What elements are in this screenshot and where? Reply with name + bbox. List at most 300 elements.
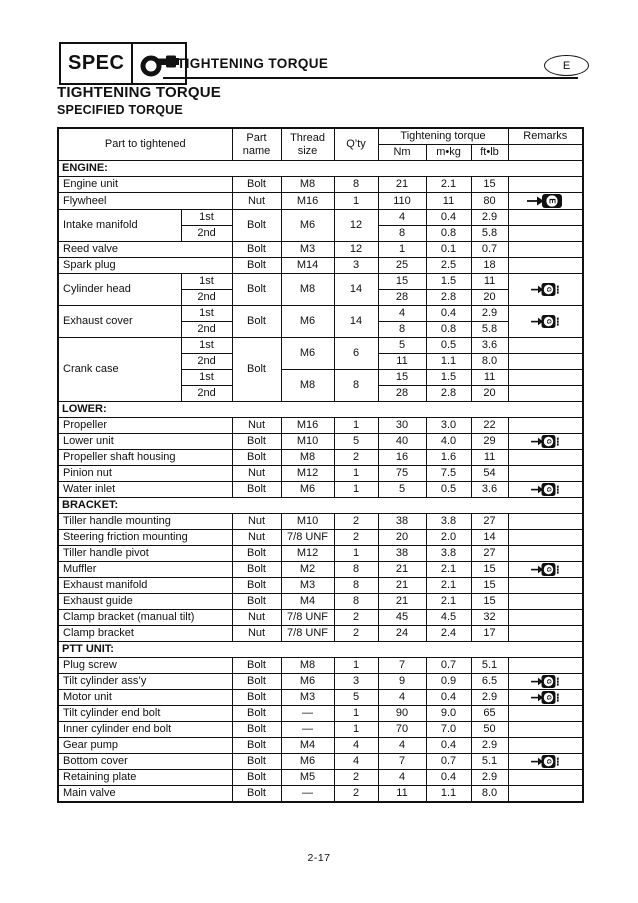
thread-size-cell: M12 xyxy=(281,466,334,482)
part-name-cell: Bolt xyxy=(232,258,281,274)
torque-value-cell: 8 xyxy=(378,322,426,338)
thread-size-cell: M16 xyxy=(281,193,334,210)
part-name-cell: Bolt xyxy=(232,786,281,803)
table-row xyxy=(58,626,583,642)
torque-value-cell: 7 xyxy=(378,658,426,674)
part-name-cell: Bolt xyxy=(232,754,281,770)
part-cell: Clamp bracket (manual tilt) xyxy=(58,610,232,626)
thread-size-cell: M16 xyxy=(281,418,334,434)
torque-value-cell: 75 xyxy=(378,466,426,482)
table-row xyxy=(58,306,583,322)
remarks-cell xyxy=(508,722,583,738)
part-cell: Exhaust manifold xyxy=(58,578,232,594)
torque-value-cell: 0.8 xyxy=(426,322,471,338)
qty-cell: 3 xyxy=(334,674,378,690)
header-row-1 xyxy=(58,128,583,145)
torque-value-cell: 2.5 xyxy=(426,258,471,274)
torque-value-cell: 2.1 xyxy=(426,562,471,578)
torque-spec-table xyxy=(57,127,584,803)
torque-value-cell: 40 xyxy=(378,434,426,450)
svg-text:G: G xyxy=(544,694,552,701)
torque-value-cell: 29 xyxy=(471,434,508,450)
thread-size-cell: 7/8 UNF xyxy=(281,626,334,642)
torque-value-cell: 2.1 xyxy=(426,594,471,610)
torque-value-cell: 8.0 xyxy=(471,786,508,803)
torque-value-cell: 7.5 xyxy=(426,466,471,482)
torque-value-cell: 15 xyxy=(378,370,426,386)
svg-text:G: G xyxy=(544,438,552,445)
qty-cell: 14 xyxy=(334,274,378,306)
col-header-nm: Nm xyxy=(378,145,426,161)
qty-cell: 2 xyxy=(334,786,378,803)
part-cell: Muffler xyxy=(58,562,232,578)
part-cell: Engine unit xyxy=(58,177,232,193)
torque-value-cell: 15 xyxy=(471,578,508,594)
language-badge: E xyxy=(544,55,589,76)
torque-value-cell: 27 xyxy=(471,546,508,562)
thread-size-cell: M6 xyxy=(281,674,334,690)
torque-value-cell: 1 xyxy=(378,242,426,258)
table-row xyxy=(58,754,583,770)
part-cell: Spark plug xyxy=(58,258,232,274)
torque-value-cell: 3.6 xyxy=(471,482,508,498)
torque-value-cell: 22 xyxy=(471,418,508,434)
col-header-thread-size: Thread size xyxy=(281,128,334,161)
qty-cell: 4 xyxy=(334,738,378,754)
stage-cell: 1st xyxy=(181,306,232,322)
torque-value-cell: 0.7 xyxy=(471,242,508,258)
torque-value-cell: 4.5 xyxy=(426,610,471,626)
remarks-cell xyxy=(508,546,583,562)
part-name-cell: Bolt xyxy=(232,482,281,498)
torque-value-cell: 3.6 xyxy=(471,338,508,354)
part-name-cell: Bolt xyxy=(232,706,281,722)
part-cell: Tilt cylinder end bolt xyxy=(58,706,232,722)
qty-cell: 2 xyxy=(334,626,378,642)
thread-size-cell: M6 xyxy=(281,338,334,370)
torque-value-cell: 11 xyxy=(378,354,426,370)
qty-cell: 8 xyxy=(334,594,378,610)
torque-value-cell: 0.4 xyxy=(426,306,471,322)
stage-cell: 1st xyxy=(181,338,232,354)
col-header-mkg: m•kg xyxy=(426,145,471,161)
part-name-cell: Bolt xyxy=(232,450,281,466)
torque-value-cell: 0.1 xyxy=(426,242,471,258)
table-row xyxy=(58,770,583,786)
part-cell: Flywheel xyxy=(58,193,232,210)
torque-value-cell: 2.8 xyxy=(426,290,471,306)
part-cell: Main valve xyxy=(58,786,232,803)
torque-value-cell: 2.0 xyxy=(426,530,471,546)
table-row xyxy=(58,177,583,193)
torque-value-cell: 21 xyxy=(378,594,426,610)
section-label: PTT UNIT: xyxy=(58,642,583,658)
table-row xyxy=(58,193,583,210)
qty-cell: 8 xyxy=(334,562,378,578)
torque-value-cell: 3.8 xyxy=(426,514,471,530)
part-cell: Pinion nut xyxy=(58,466,232,482)
stage-cell: 2nd xyxy=(181,386,232,402)
remarks-cell xyxy=(508,738,583,754)
part-name-cell: Bolt xyxy=(232,546,281,562)
table-row xyxy=(58,706,583,722)
table-row xyxy=(58,674,583,690)
torque-value-cell: 0.4 xyxy=(426,210,471,226)
sealant-tube-icon xyxy=(531,754,560,769)
thread-size-cell: M8 xyxy=(281,658,334,674)
table-row xyxy=(58,786,583,803)
thread-size-cell: M12 xyxy=(281,546,334,562)
table-row xyxy=(58,610,583,626)
thread-size-cell: M4 xyxy=(281,738,334,754)
qty-cell: 12 xyxy=(334,242,378,258)
part-cell: Gear pump xyxy=(58,738,232,754)
part-cell: Clamp bracket xyxy=(58,626,232,642)
thread-size-cell: M2 xyxy=(281,562,334,578)
part-cell: Retaining plate xyxy=(58,770,232,786)
remarks-cell xyxy=(508,674,583,690)
part-name-cell: Bolt xyxy=(232,674,281,690)
col-header-part-name: Part name xyxy=(232,128,281,161)
part-name-cell: Bolt xyxy=(232,770,281,786)
remarks-cell xyxy=(508,562,583,578)
chapter-label: SPEC xyxy=(61,44,133,83)
col-header-part: Part to tightened xyxy=(58,128,232,161)
remarks-cell xyxy=(508,514,583,530)
torque-value-cell: 11 xyxy=(471,450,508,466)
qty-cell: 8 xyxy=(334,370,378,402)
header-rule xyxy=(163,77,578,79)
torque-value-cell: 17 xyxy=(471,626,508,642)
thread-size-cell: M3 xyxy=(281,690,334,706)
section-row xyxy=(58,498,583,514)
part-cell: Lower unit xyxy=(58,434,232,450)
remarks-cell xyxy=(508,434,583,450)
part-name-cell: Bolt xyxy=(232,274,281,306)
sealant-tube-icon xyxy=(531,434,560,449)
torque-value-cell: 5 xyxy=(378,338,426,354)
torque-value-cell: 0.7 xyxy=(426,754,471,770)
page-number: 2-17 xyxy=(307,852,331,864)
qty-cell: 1 xyxy=(334,722,378,738)
torque-value-cell: 0.4 xyxy=(426,690,471,706)
thread-size-cell: M10 xyxy=(281,514,334,530)
svg-text:E: E xyxy=(547,198,557,204)
qty-cell: 2 xyxy=(334,450,378,466)
sealant-tube-icon xyxy=(531,562,560,577)
torque-value-cell: 20 xyxy=(471,290,508,306)
table-row xyxy=(58,338,583,354)
part-cell: Exhaust cover xyxy=(58,306,181,338)
section-label: ENGINE: xyxy=(58,161,583,177)
remarks-cell xyxy=(508,242,583,258)
section-row xyxy=(58,402,583,418)
part-name-cell: Nut xyxy=(232,610,281,626)
torque-value-cell: 2.9 xyxy=(471,770,508,786)
stage-cell: 1st xyxy=(181,210,232,226)
part-cell: Steering friction mounting xyxy=(58,530,232,546)
part-cell: Motor unit xyxy=(58,690,232,706)
part-cell: Inner cylinder end bolt xyxy=(58,722,232,738)
svg-text:G: G xyxy=(544,286,552,293)
remarks-cell xyxy=(508,530,583,546)
part-cell: Propeller xyxy=(58,418,232,434)
thread-size-cell: M14 xyxy=(281,258,334,274)
remarks-cell xyxy=(508,338,583,354)
remarks-cell xyxy=(508,754,583,770)
table-row xyxy=(58,466,583,482)
torque-value-cell: 8 xyxy=(378,226,426,242)
table-row xyxy=(58,578,583,594)
part-cell: Crank case xyxy=(58,338,181,402)
part-cell: Bottom cover xyxy=(58,754,232,770)
part-name-cell: Bolt xyxy=(232,722,281,738)
remarks-cell xyxy=(508,370,583,386)
torque-value-cell: 25 xyxy=(378,258,426,274)
torque-value-cell: 6.5 xyxy=(471,674,508,690)
remarks-cell xyxy=(508,466,583,482)
torque-value-cell: 20 xyxy=(471,386,508,402)
part-cell: Propeller shaft housing xyxy=(58,450,232,466)
torque-value-cell: 70 xyxy=(378,722,426,738)
torque-value-cell: 21 xyxy=(378,177,426,193)
table-row xyxy=(58,434,583,450)
torque-value-cell: 0.4 xyxy=(426,738,471,754)
torque-value-cell: 9.0 xyxy=(426,706,471,722)
col-header-remarks: Remarks xyxy=(508,128,583,145)
stage-cell: 1st xyxy=(181,274,232,290)
qty-cell: 1 xyxy=(334,706,378,722)
svg-text:G: G xyxy=(544,486,552,493)
torque-value-cell: 21 xyxy=(378,578,426,594)
thread-size-cell: M8 xyxy=(281,370,334,402)
torque-table-body xyxy=(58,161,583,803)
remarks-cell xyxy=(508,770,583,786)
table-row xyxy=(58,546,583,562)
torque-value-cell: 16 xyxy=(378,450,426,466)
torque-value-cell: 5.1 xyxy=(471,754,508,770)
part-cell: Plug screw xyxy=(58,658,232,674)
part-name-cell: Bolt xyxy=(232,690,281,706)
torque-value-cell: 11 xyxy=(426,193,471,210)
stage-cell: 2nd xyxy=(181,322,232,338)
part-cell: Exhaust guide xyxy=(58,594,232,610)
remarks-cell xyxy=(508,226,583,242)
qty-cell: 5 xyxy=(334,434,378,450)
torque-value-cell: 2.1 xyxy=(426,578,471,594)
torque-value-cell: 15 xyxy=(471,177,508,193)
part-name-cell: Nut xyxy=(232,626,281,642)
part-name-cell: Bolt xyxy=(232,177,281,193)
part-name-cell: Nut xyxy=(232,530,281,546)
qty-cell: 14 xyxy=(334,306,378,338)
part-name-cell: Bolt xyxy=(232,594,281,610)
torque-value-cell: 65 xyxy=(471,706,508,722)
remarks-cell xyxy=(508,594,583,610)
torque-value-cell: 2.9 xyxy=(471,690,508,706)
part-name-cell: Nut xyxy=(232,193,281,210)
thread-size-cell: M3 xyxy=(281,242,334,258)
thread-size-cell: M4 xyxy=(281,594,334,610)
torque-value-cell: 24 xyxy=(378,626,426,642)
qty-cell: 2 xyxy=(334,530,378,546)
table-row xyxy=(58,258,583,274)
thread-size-cell: M6 xyxy=(281,210,334,242)
torque-value-cell: 4 xyxy=(378,738,426,754)
remarks-cell xyxy=(508,274,583,306)
part-cell: Water inlet xyxy=(58,482,232,498)
part-cell: Tiller handle pivot xyxy=(58,546,232,562)
remarks-cell xyxy=(508,210,583,226)
torque-value-cell: 2.4 xyxy=(426,626,471,642)
micrometer-icon xyxy=(139,50,179,78)
qty-cell: 4 xyxy=(334,754,378,770)
remarks-cell xyxy=(508,786,583,803)
torque-value-cell: 20 xyxy=(378,530,426,546)
thread-size-cell: M6 xyxy=(281,754,334,770)
table-row xyxy=(58,210,583,226)
svg-text:G: G xyxy=(544,678,552,685)
thread-size-cell: 7/8 UNF xyxy=(281,610,334,626)
part-name-cell: Bolt xyxy=(232,658,281,674)
remarks-cell xyxy=(508,418,583,434)
thread-size-cell: — xyxy=(281,706,334,722)
torque-value-cell: 0.9 xyxy=(426,674,471,690)
remarks-cell xyxy=(508,177,583,193)
torque-value-cell: 80 xyxy=(471,193,508,210)
torque-value-cell: 4 xyxy=(378,770,426,786)
qty-cell: 5 xyxy=(334,690,378,706)
table-row xyxy=(58,658,583,674)
torque-value-cell: 15 xyxy=(471,594,508,610)
svg-text:G: G xyxy=(544,318,552,325)
section-label: LOWER: xyxy=(58,402,583,418)
sealant-tube-icon xyxy=(531,674,560,689)
part-name-cell: Nut xyxy=(232,514,281,530)
qty-cell: 2 xyxy=(334,514,378,530)
remarks-cell xyxy=(508,193,583,210)
col-header-torque-group: Tightening torque xyxy=(378,128,508,145)
table-row xyxy=(58,562,583,578)
torque-value-cell: 28 xyxy=(378,290,426,306)
torque-value-cell: 0.4 xyxy=(426,770,471,786)
thread-size-cell: M3 xyxy=(281,578,334,594)
qty-cell: 3 xyxy=(334,258,378,274)
torque-value-cell: 5.8 xyxy=(471,322,508,338)
qty-cell: 8 xyxy=(334,177,378,193)
thread-size-cell: M8 xyxy=(281,177,334,193)
stage-cell: 2nd xyxy=(181,226,232,242)
torque-value-cell: 21 xyxy=(378,562,426,578)
torque-value-cell: 2.9 xyxy=(471,738,508,754)
torque-value-cell: 0.8 xyxy=(426,226,471,242)
thread-size-cell: 7/8 UNF xyxy=(281,530,334,546)
remarks-cell xyxy=(508,706,583,722)
part-cell: Tilt cylinder ass’y xyxy=(58,674,232,690)
table-header xyxy=(58,128,583,161)
table-row xyxy=(58,690,583,706)
torque-value-cell: 32 xyxy=(471,610,508,626)
grease-gun-icon xyxy=(527,193,563,209)
part-cell: Reed valve xyxy=(58,242,232,258)
table-row xyxy=(58,274,583,290)
torque-value-cell: 110 xyxy=(378,193,426,210)
torque-value-cell: 3.8 xyxy=(426,546,471,562)
thread-size-cell: — xyxy=(281,722,334,738)
torque-value-cell: 5 xyxy=(378,482,426,498)
torque-value-cell: 27 xyxy=(471,514,508,530)
torque-value-cell: 1.1 xyxy=(426,354,471,370)
torque-value-cell: 4.0 xyxy=(426,434,471,450)
thread-size-cell: M8 xyxy=(281,274,334,306)
torque-value-cell: 8.0 xyxy=(471,354,508,370)
remarks-cell xyxy=(508,450,583,466)
thread-size-cell: — xyxy=(281,786,334,803)
thread-size-cell: M5 xyxy=(281,770,334,786)
torque-value-cell: 90 xyxy=(378,706,426,722)
section-row xyxy=(58,161,583,177)
qty-cell: 1 xyxy=(334,418,378,434)
table-row xyxy=(58,722,583,738)
part-name-cell: Nut xyxy=(232,466,281,482)
torque-value-cell: 2.1 xyxy=(426,177,471,193)
qty-cell: 1 xyxy=(334,466,378,482)
remarks-cell xyxy=(508,658,583,674)
part-name-cell: Bolt xyxy=(232,242,281,258)
remarks-cell xyxy=(508,578,583,594)
table-row xyxy=(58,242,583,258)
torque-value-cell: 11 xyxy=(378,786,426,803)
table-row xyxy=(58,530,583,546)
col-header-ftlb: ft•lb xyxy=(471,145,508,161)
torque-value-cell: 11 xyxy=(471,370,508,386)
torque-value-cell: 1.5 xyxy=(426,274,471,290)
thread-size-cell: M10 xyxy=(281,434,334,450)
stage-cell: 2nd xyxy=(181,354,232,370)
stage-cell: 1st xyxy=(181,370,232,386)
thread-size-cell: M8 xyxy=(281,450,334,466)
svg-text:G: G xyxy=(544,566,552,573)
torque-value-cell: 18 xyxy=(471,258,508,274)
remarks-cell xyxy=(508,610,583,626)
table-row xyxy=(58,482,583,498)
table-row xyxy=(58,514,583,530)
torque-value-cell: 38 xyxy=(378,546,426,562)
torque-value-cell: 15 xyxy=(378,274,426,290)
torque-value-cell: 45 xyxy=(378,610,426,626)
torque-value-cell: 4 xyxy=(378,306,426,322)
qty-cell: 1 xyxy=(334,193,378,210)
part-name-cell: Bolt xyxy=(232,338,281,402)
torque-value-cell: 3.0 xyxy=(426,418,471,434)
sealant-tube-icon xyxy=(531,482,560,497)
thread-size-cell: M6 xyxy=(281,306,334,338)
section-label: BRACKET: xyxy=(58,498,583,514)
torque-value-cell: 4 xyxy=(378,210,426,226)
remarks-cell xyxy=(508,306,583,338)
torque-value-cell: 54 xyxy=(471,466,508,482)
qty-cell: 1 xyxy=(334,546,378,562)
torque-value-cell: 1.5 xyxy=(426,370,471,386)
section-row xyxy=(58,642,583,658)
sealant-tube-icon xyxy=(531,314,560,329)
torque-value-cell: 0.5 xyxy=(426,338,471,354)
torque-value-cell: 5.1 xyxy=(471,658,508,674)
table-row xyxy=(58,594,583,610)
part-name-cell: Bolt xyxy=(232,562,281,578)
remarks-cell xyxy=(508,258,583,274)
part-cell: Intake manifold xyxy=(58,210,181,242)
